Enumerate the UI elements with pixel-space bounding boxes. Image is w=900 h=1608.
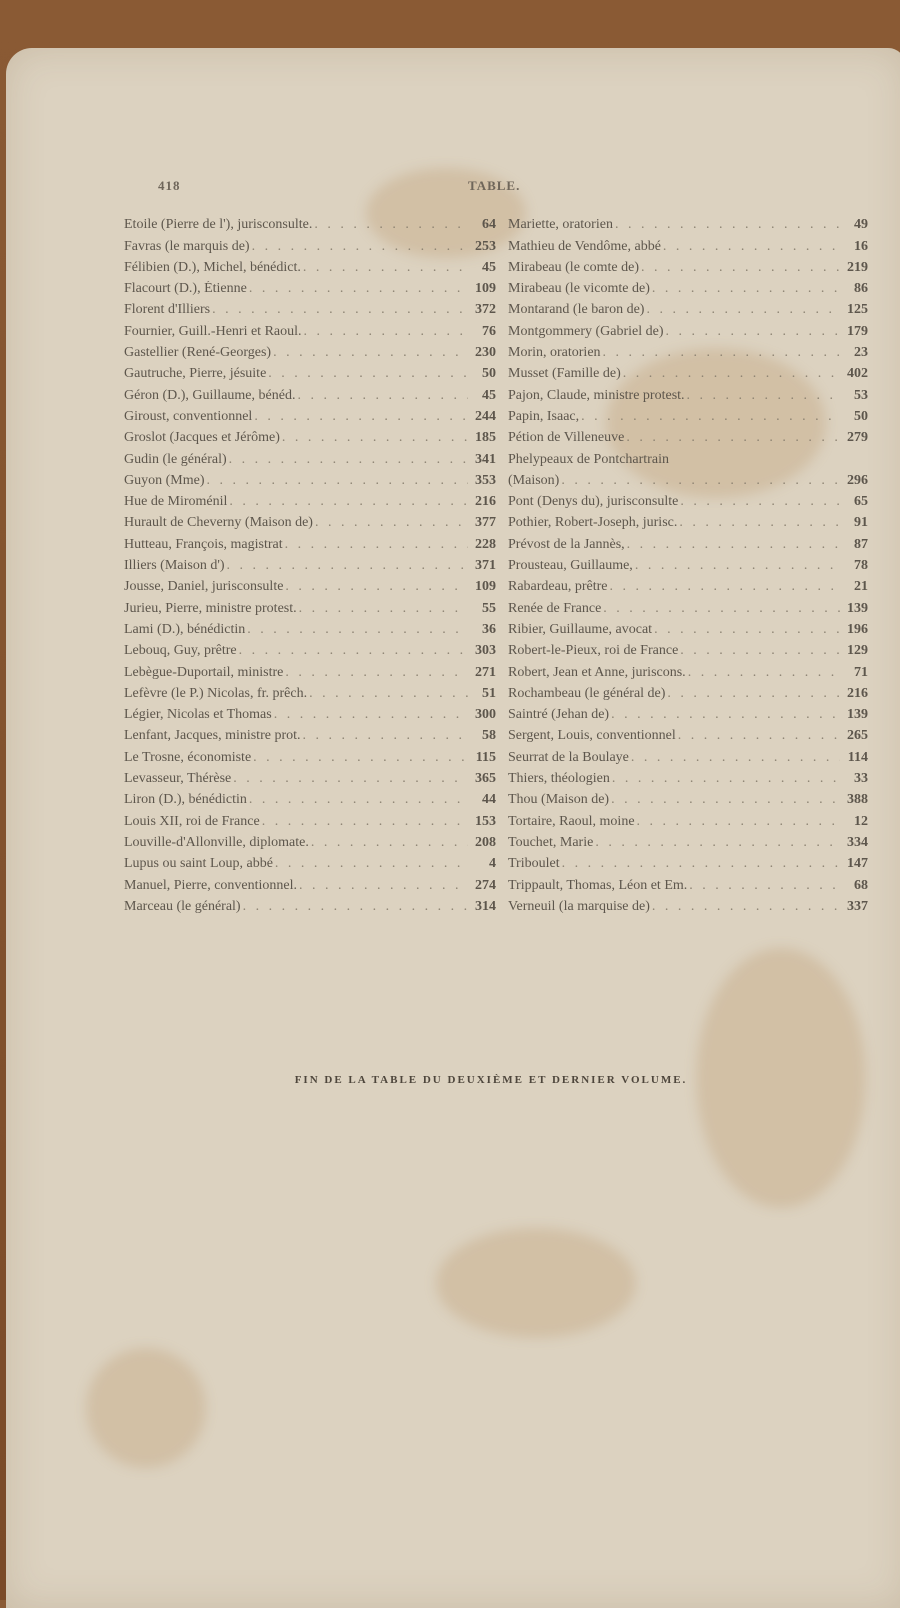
entry-page-number: 300 — [475, 707, 496, 723]
entry-name: Triboulet — [508, 856, 560, 872]
index-entry — [124, 233, 496, 254]
page-number: 418 — [158, 178, 181, 193]
dot-leader — [297, 878, 468, 894]
entry-name: Félibien (D.), Michel, bénédict. — [124, 259, 301, 275]
dot-leader — [610, 771, 840, 787]
index-entry — [508, 830, 868, 851]
entry-page-number: 125 — [847, 302, 868, 318]
entry-name: Louis XII, roi de France — [124, 813, 260, 829]
dot-leader — [633, 558, 840, 574]
index-entry — [508, 808, 868, 829]
index-entry — [124, 681, 496, 702]
entry-page-number: 64 — [482, 217, 496, 233]
index-entry — [508, 255, 868, 276]
entry-page-number: 109 — [475, 281, 496, 297]
dot-leader — [664, 324, 840, 340]
dot-leader — [241, 899, 468, 915]
index-entry — [124, 659, 496, 680]
entry-name: Lenfant, Jacques, ministre prot. — [124, 728, 301, 744]
entry-name: Morin, oratorien — [508, 345, 601, 361]
entry-name: Mathieu de Vendôme, abbé — [508, 238, 661, 254]
index-entry — [508, 617, 868, 638]
dot-leader — [271, 345, 468, 361]
entry-name: Géron (D.), Guillaume, bénéd. — [124, 387, 296, 403]
entry-name: Phelypeaux de Pontchartrain — [508, 451, 669, 467]
dot-leader — [609, 707, 840, 723]
index-entry — [124, 425, 496, 446]
entry-page-number: 377 — [475, 515, 496, 531]
index-entry — [508, 872, 868, 893]
index-entry — [124, 744, 496, 765]
dot-leader — [283, 579, 468, 595]
index-entry — [508, 446, 868, 467]
index-entry — [124, 468, 496, 489]
entry-page-number: 139 — [847, 600, 868, 616]
index-entry — [124, 553, 496, 574]
entry-name: Thou (Maison de) — [508, 792, 610, 808]
entry-name: Hue de Miroménil — [124, 494, 228, 510]
dot-leader — [676, 728, 840, 744]
entry-page-number: 341 — [475, 451, 496, 467]
entry-name: Thiers, théologien — [508, 771, 610, 787]
index-entry — [124, 404, 496, 425]
dot-leader — [245, 622, 468, 638]
dot-leader — [639, 260, 840, 276]
index-entry — [124, 872, 496, 893]
entry-page-number: 279 — [847, 430, 868, 446]
dot-leader — [227, 494, 468, 510]
dot-leader — [283, 665, 468, 681]
dot-leader — [273, 856, 468, 872]
entry-page-number: 109 — [475, 579, 496, 595]
index-entry — [508, 744, 868, 765]
index-entry — [124, 276, 496, 297]
entry-page-number: 253 — [475, 238, 496, 254]
dot-leader — [227, 452, 468, 468]
entry-name: Marceau (le général) — [124, 898, 241, 914]
entry-page-number: 71 — [854, 664, 868, 680]
dot-leader — [313, 515, 468, 531]
dot-leader — [205, 473, 469, 489]
entry-name: Gudin (le général) — [124, 451, 227, 467]
entry-name: Mariette, oratorien — [508, 217, 613, 233]
entry-page-number: 23 — [854, 345, 868, 361]
entry-page-number: 244 — [475, 408, 496, 424]
entry-page-number: 372 — [475, 302, 496, 318]
entry-page-number: 139 — [847, 707, 868, 723]
dot-leader — [678, 494, 840, 510]
index-entry — [508, 361, 868, 382]
index-entry — [124, 638, 496, 659]
dot-leader — [266, 366, 468, 382]
entry-name: Trippault, Thomas, Léon et Em. — [508, 877, 688, 893]
entry-name: Rabardeau, prêtre — [508, 579, 608, 595]
dot-leader — [650, 899, 840, 915]
foxing-stain — [436, 1228, 636, 1338]
entry-page-number: 51 — [482, 685, 496, 701]
entry-page-number: 402 — [847, 366, 868, 382]
index-entry — [508, 553, 868, 574]
entry-page-number: 53 — [854, 387, 868, 403]
dot-leader — [593, 835, 840, 851]
index-entry — [124, 510, 496, 531]
dot-leader — [260, 814, 468, 830]
entry-name: Louville-d'Allonville, diplomate. — [124, 834, 309, 850]
entry-name: Mirabeau (le comte de) — [508, 259, 639, 275]
entry-name: Robert-le-Pieux, roi de France — [508, 643, 679, 659]
dot-leader — [302, 324, 468, 340]
entry-page-number: 65 — [854, 494, 868, 510]
dot-leader — [624, 430, 840, 446]
dot-leader — [301, 260, 468, 276]
index-entry — [508, 702, 868, 723]
entry-page-number: 337 — [847, 898, 868, 914]
dot-leader — [625, 537, 840, 553]
dot-leader — [559, 473, 840, 489]
entry-page-number: 228 — [475, 536, 496, 552]
dot-leader — [247, 281, 468, 297]
entry-page-number: 303 — [475, 643, 496, 659]
dot-leader — [677, 515, 840, 531]
dot-leader — [237, 643, 468, 659]
entry-name: Montarand (le baron de) — [508, 302, 645, 318]
entry-name: Favras (le marquis de) — [124, 238, 250, 254]
dot-leader — [629, 750, 840, 766]
dot-leader — [210, 302, 468, 318]
entry-name: Rochambeau (le général de) — [508, 685, 666, 701]
entry-page-number: 87 — [854, 536, 868, 552]
index-entry — [124, 766, 496, 787]
entry-name: Lebouq, Guy, prêtre — [124, 643, 237, 659]
index-entry — [124, 212, 496, 233]
entry-page-number: 12 — [854, 813, 868, 829]
index-entry — [508, 340, 868, 361]
entry-page-number: 129 — [847, 643, 868, 659]
index-entry — [508, 638, 868, 659]
entry-page-number: 271 — [475, 664, 496, 680]
entry-name: Verneuil (la marquise de) — [508, 898, 650, 914]
index-entry — [508, 787, 868, 808]
index-entry — [124, 595, 496, 616]
index-entry — [508, 468, 868, 489]
index-entry — [508, 894, 868, 915]
index-entry — [124, 318, 496, 339]
entry-name: Giroust, conventionnel — [124, 408, 253, 424]
entry-name: Hurault de Cheverny (Maison de) — [124, 515, 313, 531]
foxing-stain — [86, 1348, 206, 1468]
index-entry — [508, 318, 868, 339]
index-entry — [124, 894, 496, 915]
entry-page-number: 114 — [847, 749, 868, 765]
index-entry — [508, 574, 868, 595]
dot-leader — [678, 643, 840, 659]
dot-leader — [301, 728, 468, 744]
entry-name: Tortaire, Raoul, moine — [508, 813, 635, 829]
entry-name: Papin, Isaac, — [508, 408, 580, 424]
index-entry — [508, 659, 868, 680]
index-entry — [508, 766, 868, 787]
entry-page-number: 16 — [854, 238, 868, 254]
entry-name: Seurrat de la Boulaye — [508, 749, 629, 765]
dot-leader — [272, 707, 468, 723]
index-entry — [124, 574, 496, 595]
dot-leader — [644, 302, 840, 318]
dot-leader — [250, 239, 468, 255]
entry-name: Lebègue-Duportail, ministre — [124, 664, 284, 680]
entry-name: Guyon (Mme) — [124, 472, 205, 488]
index-entry — [508, 851, 868, 872]
entry-page-number: 44 — [482, 792, 496, 808]
index-entry — [508, 510, 868, 531]
dot-leader — [601, 601, 840, 617]
index-entry — [124, 446, 496, 467]
index-column-right — [508, 212, 868, 915]
entry-name: Robert, Jean et Anne, juriscons. — [508, 664, 686, 680]
dot-leader — [621, 366, 840, 382]
entry-page-number: 179 — [847, 323, 868, 339]
entry-page-number: 78 — [854, 558, 868, 574]
index-entry — [508, 297, 868, 318]
entry-name: Pajon, Claude, ministre protest. — [508, 387, 685, 403]
index-entry — [124, 723, 496, 744]
entry-name: Prousteau, Guillaume, — [508, 558, 633, 574]
dot-leader — [252, 409, 468, 425]
entry-name: Saintré (Jehan de) — [508, 707, 610, 723]
entry-page-number: 76 — [482, 323, 496, 339]
index-column-left — [124, 212, 496, 915]
dot-leader — [231, 771, 468, 787]
entry-name: Pétion de Villeneuve — [508, 430, 625, 446]
dot-leader — [665, 686, 840, 702]
dot-leader — [280, 430, 468, 446]
entry-page-number: 91 — [854, 515, 868, 531]
index-entry — [508, 425, 868, 446]
entry-page-number: 334 — [847, 834, 868, 850]
entry-page-number: 45 — [482, 387, 496, 403]
entry-page-number: 371 — [475, 558, 496, 574]
entry-page-number: 147 — [847, 856, 868, 872]
entry-name: Fournier, Guill.-Henri et Raoul. — [124, 323, 302, 339]
dot-leader — [601, 345, 840, 361]
dot-leader — [685, 388, 840, 404]
index-entry — [124, 361, 496, 382]
index-entry — [124, 787, 496, 808]
dot-leader — [650, 281, 840, 297]
entry-page-number: 219 — [847, 259, 868, 275]
dot-leader — [608, 579, 841, 595]
entry-name: Lupus ou saint Loup, abbé — [124, 856, 273, 872]
entry-page-number: 208 — [475, 834, 496, 850]
entry-page-number: 4 — [489, 856, 496, 872]
dot-leader — [225, 558, 468, 574]
entry-name: Illiers (Maison d') — [124, 558, 225, 574]
entry-name: Pont (Denys du), jurisconsulte — [508, 494, 679, 510]
dot-leader — [309, 835, 468, 851]
dot-leader — [687, 878, 840, 894]
entry-name: Ribier, Guillaume, avocat — [508, 621, 653, 637]
index-entry — [508, 404, 868, 425]
entry-name: Pothier, Robert-Joseph, jurisc. — [508, 515, 678, 531]
index-entry — [124, 808, 496, 829]
entry-page-number: 153 — [475, 813, 496, 829]
dot-leader — [686, 665, 840, 681]
running-head: TABLE. — [468, 178, 521, 193]
entry-name: Légier, Nicolas et Thomas — [124, 707, 272, 723]
entry-page-number: 365 — [475, 771, 496, 787]
index-entry — [508, 212, 868, 233]
dot-leader — [635, 814, 840, 830]
index-entry — [124, 617, 496, 638]
entry-name: Liron (D.), bénédictin — [124, 792, 247, 808]
entry-name: Musset (Famille de) — [508, 366, 621, 382]
dot-leader — [609, 792, 840, 808]
entry-name: Gautruche, Pierre, jésuite — [124, 366, 267, 382]
entry-name: Groslot (Jacques et Jérôme) — [124, 430, 280, 446]
entry-page-number: 353 — [475, 472, 496, 488]
index-entry — [124, 297, 496, 318]
index-entry — [124, 851, 496, 872]
index-entry — [508, 233, 868, 254]
entry-name: Jousse, Daniel, jurisconsulte — [124, 579, 284, 595]
entry-name: Mirabeau (le vicomte de) — [508, 281, 650, 297]
dot-leader — [247, 792, 468, 808]
entry-name: Prévost de la Jannès, — [508, 536, 625, 552]
foxing-stain — [696, 948, 866, 1208]
entry-page-number: 230 — [475, 345, 496, 361]
entry-name: Lefèvre (le P.) Nicolas, fr. prêch. — [124, 685, 308, 701]
index-entry — [124, 340, 496, 361]
entry-page-number: 388 — [847, 792, 868, 808]
index-entry — [508, 681, 868, 702]
entry-name: Renée de France — [508, 600, 602, 616]
entry-name: Florent d'Illiers — [124, 302, 211, 318]
entry-name: Jurieu, Pierre, ministre protest. — [124, 600, 297, 616]
index-entry — [124, 531, 496, 552]
index-entry — [508, 531, 868, 552]
index-entry — [508, 489, 868, 510]
entry-name: Gastellier (René-Georges) — [124, 345, 272, 361]
entry-page-number: 55 — [482, 600, 496, 616]
entry-page-number: 50 — [854, 408, 868, 424]
entry-name: Flacourt (D.), Étienne — [124, 281, 247, 297]
entry-page-number: 21 — [854, 579, 868, 595]
entry-page-number: 33 — [854, 771, 868, 787]
index-entry — [124, 382, 496, 403]
index-entry — [124, 255, 496, 276]
entry-page-number: 86 — [854, 281, 868, 297]
index-entry — [124, 702, 496, 723]
entry-page-number: 115 — [475, 749, 496, 765]
dot-leader — [297, 601, 468, 617]
entry-name: Hutteau, François, magistrat — [124, 536, 283, 552]
index-entry — [508, 276, 868, 297]
entry-page-number: 216 — [475, 494, 496, 510]
index-entry — [124, 489, 496, 510]
entry-name: Touchet, Marie — [508, 834, 594, 850]
entry-page-number: 314 — [475, 898, 496, 914]
dot-leader — [295, 388, 468, 404]
entry-name: Lami (D.), bénédictin — [124, 621, 246, 637]
dot-leader — [283, 537, 468, 553]
entry-page-number: 185 — [475, 430, 496, 446]
index-entry — [508, 382, 868, 403]
entry-name: Levasseur, Thérèse — [124, 771, 232, 787]
entry-page-number: 216 — [847, 685, 868, 701]
dot-leader — [251, 750, 468, 766]
entry-page-number: 45 — [482, 259, 496, 275]
entry-page-number: 58 — [482, 728, 496, 744]
entry-page-number: 196 — [847, 621, 868, 637]
dot-leader — [661, 239, 840, 255]
entry-page-number: 49 — [854, 217, 868, 233]
dot-leader — [579, 409, 840, 425]
entry-page-number: 36 — [482, 621, 496, 637]
entry-name: (Maison) — [508, 472, 560, 488]
index-entry — [508, 723, 868, 744]
entry-name: Montgommery (Gabriel de) — [508, 323, 664, 339]
entry-name: Sergent, Louis, conventionnel — [508, 728, 676, 744]
entry-page-number: 50 — [482, 366, 496, 382]
index-entry — [508, 595, 868, 616]
entry-page-number: 265 — [847, 728, 868, 744]
dot-leader — [307, 686, 468, 702]
entry-page-number: 296 — [847, 472, 868, 488]
end-of-table-line: FIN DE LA TABLE DU DEUXIÈME ET DERNIER VOLUME. — [294, 1074, 688, 1086]
entry-name: Le Trosne, économiste — [124, 749, 252, 765]
dot-leader — [312, 217, 468, 233]
index-entry — [124, 830, 496, 851]
dot-leader — [652, 622, 840, 638]
entry-page-number: 68 — [854, 877, 868, 893]
dot-leader — [613, 217, 840, 233]
entry-name: Manuel, Pierre, conventionnel. — [124, 877, 298, 893]
entry-page-number: 274 — [475, 877, 496, 893]
entry-name: Etoile (Pierre de l'), jurisconsulte. — [124, 217, 313, 233]
dot-leader — [560, 856, 840, 872]
